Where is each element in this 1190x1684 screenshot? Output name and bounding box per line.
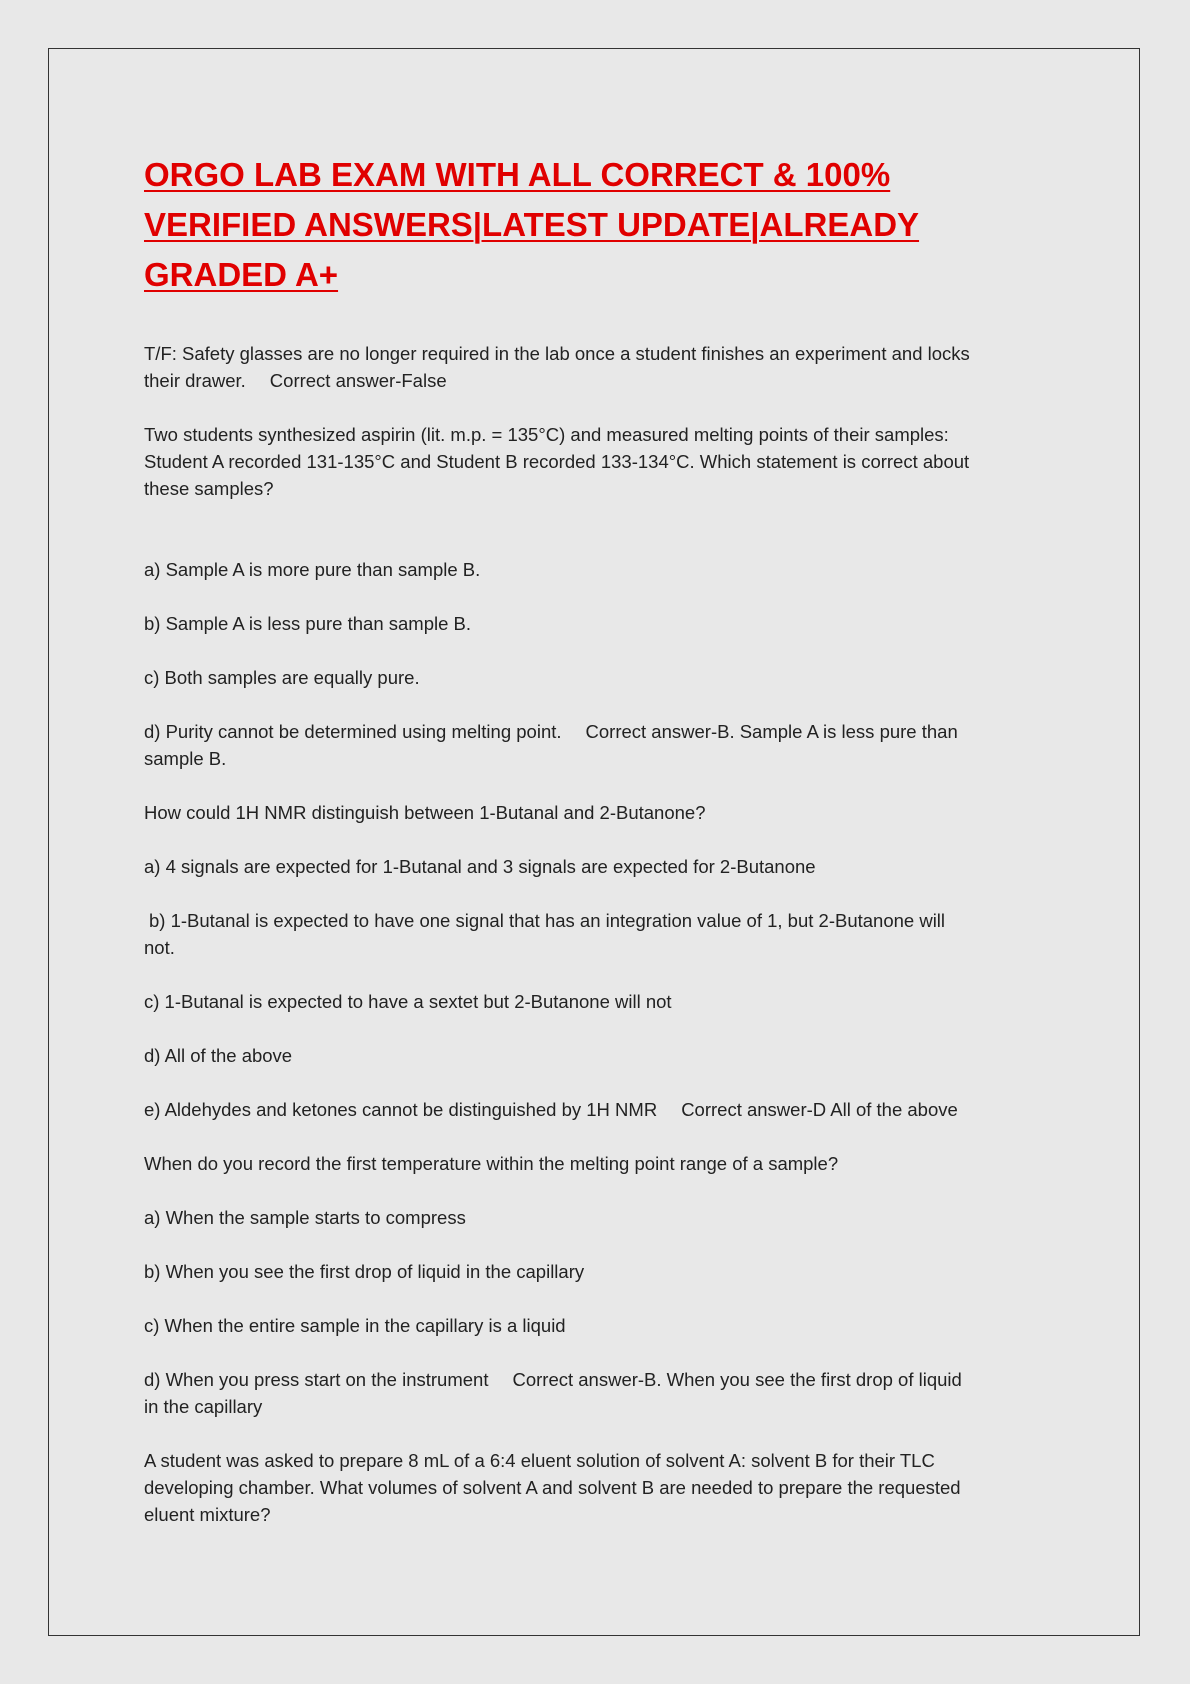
q3-option-d: d) All of the above [144, 1045, 293, 1066]
q2-line-3: these samples? [144, 478, 274, 499]
q4-answer: Correct answer-B. When you see the first drop of liquid [512, 1369, 962, 1390]
q3-option-b-line-2: not. [144, 937, 175, 958]
q4-answer-cont: in the capillary [144, 1396, 263, 1417]
q1-answer: Correct answer-False [269, 370, 447, 391]
q4-option-b: b) When you see the first drop of liquid in the capillary [144, 1261, 585, 1282]
q1-line-1: T/F: Safety glasses are no longer required in the lab once a student finishes an experiment and locks [144, 343, 970, 364]
question-2 [144, 421, 1056, 502]
q4-option-d-wrap [144, 1366, 1056, 1393]
q2-option-d [144, 718, 1056, 772]
q2-answer: Correct answer-B. Sample A is less pure than [585, 721, 958, 742]
q3-option-e-wrap [144, 1096, 1056, 1123]
q4-option-d-text: d) When you press start on the instrument [144, 1369, 489, 1390]
question-4: When do you record the first temperature within the melting point range of a sample? [144, 1153, 839, 1174]
question-1 [144, 340, 1056, 394]
q5-line-1: A student was asked to prepare 8 mL of a 6:4 eluent solution of solvent A: solvent B for their TLC [144, 1450, 935, 1471]
question-3: How could 1H NMR distinguish between 1-Butanal and 2-Butanone? [144, 802, 706, 823]
q2-option-d-wrap [144, 718, 1056, 745]
q3-option-a: a) 4 signals are expected for 1-Butanal and 3 signals are expected for 2-Butanone [144, 856, 816, 877]
q4-option-a: a) When the sample starts to compress [144, 1207, 466, 1228]
q2-line-1: Two students synthesized aspirin (lit. m.p. = 135°C) and measured melting points of their samples: [144, 424, 949, 445]
q3-option-e-text: e) Aldehydes and ketones cannot be distinguished by 1H NMR [144, 1099, 658, 1120]
q1-line-2-wrap [144, 367, 1056, 394]
q5-line-2: developing chamber. What volumes of solvent A and solvent B are needed to prepare the requested [144, 1477, 961, 1498]
q4-option-d [144, 1366, 1056, 1420]
q2-answer-cont: sample B. [144, 748, 227, 769]
q3-option-b [144, 907, 1056, 961]
q3-option-b-line-1: b) 1-Butanal is expected to have one signal that has an integration value of 1, but 2-Butanone will [149, 910, 946, 931]
title-line-2: VERIFIED ANSWERS|LATEST UPDATE|ALREADY [144, 206, 920, 243]
q2-line-2: Student A recorded 131-135°C and Student B recorded 133-134°C. Which statement is correct about [144, 451, 970, 472]
q3-option-e [144, 1096, 1056, 1123]
q1-line-2: their drawer. [144, 370, 246, 391]
q2-option-d-text: d) Purity cannot be determined using melting point. [144, 721, 562, 742]
q4-option-c: c) When the entire sample in the capillary is a liquid [144, 1315, 566, 1336]
q5-line-3: eluent mixture? [144, 1504, 271, 1525]
q3-option-c: c) 1-Butanal is expected to have a sextet but 2-Butanone will not [144, 991, 672, 1012]
q2-option-b: b) Sample A is less pure than sample B. [144, 613, 472, 634]
document-body [144, 340, 1056, 1555]
title-line-3: GRADED A+ [144, 256, 339, 293]
q3-answer: Correct answer-D All of the above [681, 1099, 958, 1120]
document-title [144, 150, 1044, 300]
q2-option-c: c) Both samples are equally pure. [144, 667, 420, 688]
question-5 [144, 1447, 1056, 1528]
q2-option-a: a) Sample A is more pure than sample B. [144, 559, 481, 580]
title-line-1: ORGO LAB EXAM WITH ALL CORRECT & 100% [144, 156, 891, 193]
